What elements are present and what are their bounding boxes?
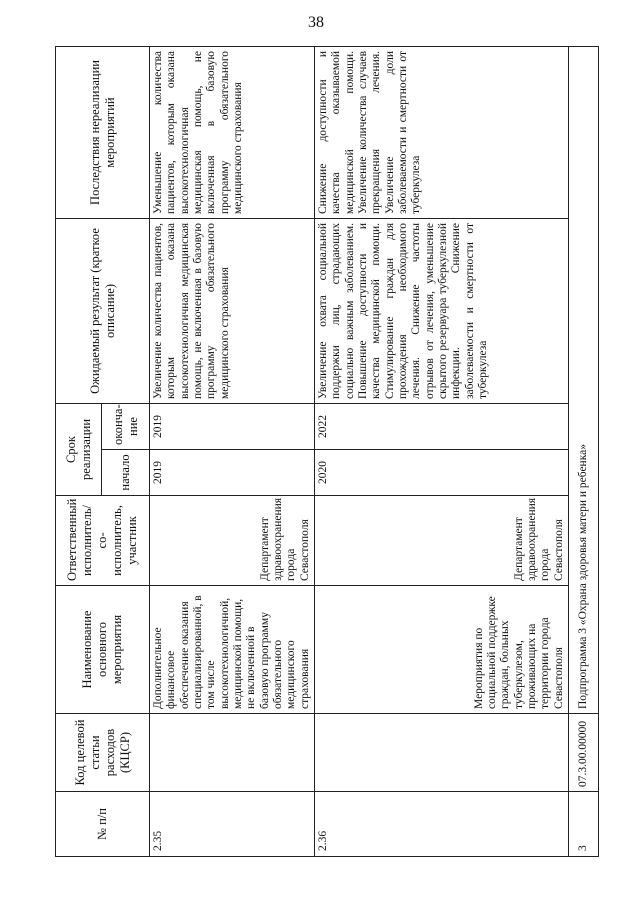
row-result: Увеличение охвата социальной поддержки лиц, страдающих социально важным заболеванием. Повышение доступности и качества медицинской помощи. Стимулирование граждан для прохождения необходимого лечения. Снижение частоты отрывов от лечения, уменьшение скрытого резервуара туберкулезной инфекции. Снижение заболеваемости и смертности от туберкулеза <box>314 218 568 403</box>
row-end: 2022 <box>314 403 568 449</box>
table-row <box>150 46 315 856</box>
header-start: начало <box>102 450 150 496</box>
row-code <box>314 714 568 792</box>
subprogram-code: 07.3.00.00000 <box>568 714 598 792</box>
header-responsible: Ответственный исполнитель/со-исполнитель, участник <box>56 496 150 586</box>
header-end: оконча-ние <box>102 403 150 449</box>
row-start: 2019 <box>150 450 315 496</box>
rotated-table-container <box>55 47 595 857</box>
subprogram-row <box>568 46 598 856</box>
header-consequences: Последствия нереализации мероприятий <box>56 46 150 218</box>
header-period: Срок реализации <box>56 403 102 495</box>
row-start: 2020 <box>314 450 568 496</box>
table-row <box>314 46 568 856</box>
header-num: № п/п <box>56 792 150 857</box>
row-responsible: Департамент здравоохранения города Севастополя <box>150 496 315 586</box>
row-consequences: Уменьшение количества пациентов, которым оказана высокотехнологичная медицинская помощь, не включенная в базовую программу обязательного медицинского страхования <box>150 46 315 218</box>
row-num: 2.35 <box>150 792 315 857</box>
header-row <box>56 46 102 856</box>
row-result: Увеличение количества пациентов, которым оказана высокотехнологичная медицинская помощь, не включенная в базовую программу обязательного медицинского страхования <box>150 218 315 403</box>
subprogram-title: Подпрограмма 3 «Охрана здоровья матери и ребенка» <box>568 46 598 713</box>
measures-table <box>55 46 599 857</box>
row-name: Мероприятия по социальной поддержке граждан, больных туберкулезом, проживающих на территории города Севастополя <box>314 586 568 714</box>
row-num: 2.36 <box>314 792 568 857</box>
row-code <box>150 714 315 792</box>
header-code: Код целевой статьи расходов (КЦСР) <box>56 714 150 792</box>
row-end: 2019 <box>150 403 315 449</box>
row-name: Дополнительное финансовое обеспечение оказания специализированной, в том числе высокотехнологичной, медицинской помощи, не включенной в базовую программу обязательного медицинского страхования <box>150 586 315 714</box>
header-name: Наименование основного мероприятия <box>56 586 150 714</box>
subprogram-num: 3 <box>568 792 598 857</box>
row-responsible: Департамент здравоохранения города Севастополя <box>314 496 568 586</box>
row-consequences: Снижение доступности и качества оказываемой медицинской помощи. Увеличение количества случаев прекращения лечения. Увеличение доли заболеваемости и смертности от туберкулеза <box>314 46 568 218</box>
header-result: Ожидаемый результат (краткое описание) <box>56 218 150 403</box>
page-number: 38 <box>308 14 324 31</box>
